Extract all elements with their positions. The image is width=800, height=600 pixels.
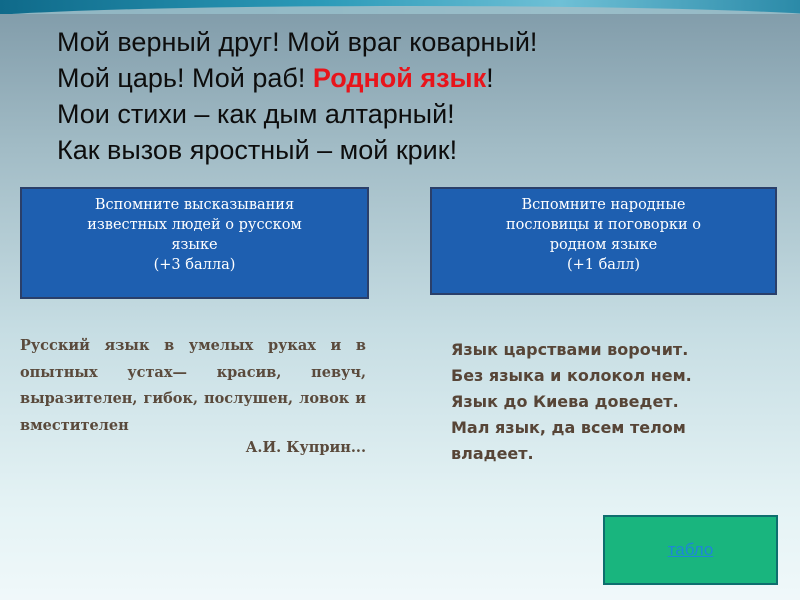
task-box-points: (+1 балл) xyxy=(566,257,641,273)
poem-line: Мои стихи – как дым алтарный! xyxy=(57,99,455,129)
task-box-line: известных людей о русском xyxy=(87,217,302,233)
tablo-button[interactable] xyxy=(603,515,778,585)
proverb-line: Язык до Киева доведет. xyxy=(451,392,679,411)
proverb-line: Язык царствами ворочит. xyxy=(451,340,689,359)
tablo-link[interactable]: табло xyxy=(667,540,714,559)
task-box-line: Вспомните народные xyxy=(521,197,686,213)
poem-highlight: Родной язык xyxy=(312,63,487,93)
proverb-line: Без языка и колокол нем. xyxy=(451,366,692,385)
poem-line xyxy=(57,60,757,96)
poem-line-end: ! xyxy=(486,63,494,93)
poem-line: Как вызов яростный – мой крик! xyxy=(57,135,458,165)
task-box-proverbs xyxy=(430,187,777,295)
poem-line: Мой верный друг! Мой враг коварный! xyxy=(57,27,538,57)
poem-line-start: Мой царь! Мой раб! xyxy=(57,63,313,93)
poem-block xyxy=(57,24,757,168)
top-decorative-band xyxy=(0,0,800,14)
proverbs-list xyxy=(451,337,692,467)
task-box-line: Вспомните высказывания xyxy=(94,197,295,213)
proverb-line: Мал язык, да всем телом xyxy=(451,418,686,437)
kuprin-quote: Русский язык в умелых руках и в опытных устах— красив, певуч, выразителен, гибок, послушен, ловок и вместителен xyxy=(20,337,366,434)
task-box-line: пословицы и поговорки о xyxy=(506,217,701,233)
quote-author: А.И. Куприн... xyxy=(245,439,366,456)
proverb-line: владеет. xyxy=(451,444,534,463)
task-box-quotes xyxy=(20,187,369,299)
task-box-line: родном языке xyxy=(549,237,658,253)
task-box-points: (+3 балла) xyxy=(153,257,236,273)
task-box-line: языке xyxy=(171,237,218,253)
wave-decoration xyxy=(0,6,800,14)
